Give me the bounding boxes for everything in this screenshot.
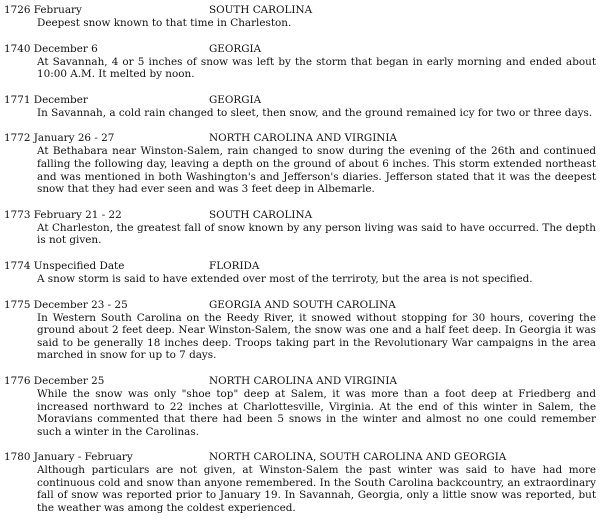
entry-description: Although particulars are not given, at Winston-Salem the past winter was said to have had more continuous cold and snow than anyone remembered. In the South Carolina backcountry, an extraordinary fall of snow was reported prior to January 19. In Savannah, Georgia, only a little snow was reported, but the weather was among the coldest experienced.: [37, 464, 596, 515]
entry-1740: [4, 43, 598, 81]
entry-description: At Charleston, the greatest fall of snow known by any person living was said to have occurred. The depth is not given.: [37, 221, 596, 247]
entry-heading: [4, 94, 598, 107]
entry-date: 1772 January 26 - 27: [4, 132, 115, 145]
entry-date: 1776 December 25: [4, 374, 105, 387]
entry-region: FLORIDA: [209, 259, 260, 272]
entry-region: SOUTH CAROLINA: [209, 208, 313, 221]
entry-description: While the snow was only "shoe top" deep at Salem, it was more than a foot deep at Friedberg and increased northward to 22 inches at Charlottesville, Virginia. At the end of this winter in Salem, the Moravians commented that there had been 5 snows in the winter and almost no one could remember such a winter in the Carolinas.: [37, 387, 596, 438]
entry-region: NORTH CAROLINA, SOUTH CAROLINA AND GEORGIA: [209, 451, 507, 464]
entry-date: 1771 December: [4, 93, 88, 106]
entry-date: 1773 February 21 - 22: [4, 208, 122, 221]
snowstorm-chronology-page: [4, 4, 598, 528]
entry-description: In Savannah, a cold rain changed to sleet, then snow, and the ground remained icy for two or three days.: [37, 106, 593, 119]
entry-description: At Bethabara near Winston-Salem, rain changed to snow during the evening of the 26th and continued falling the following day, leaving a depth on the ground of about 6 inches. This storm extended northeast and was mentioned in both Washington's and Jefferson's diaries. Jefferson stated that it was the deepest snow that they had ever seen and was 3 feet deep in Albemarle.: [37, 145, 596, 196]
entry-date: 1775 December 23 - 25: [4, 298, 128, 311]
entry-heading: [4, 375, 598, 388]
entry-heading: [4, 43, 598, 56]
entry-region: NORTH CAROLINA AND VIRGINIA: [209, 374, 398, 387]
entry-1772: [4, 132, 598, 195]
entry-date: 1740 December 6: [4, 42, 98, 55]
entry-1776: [4, 375, 598, 438]
entry-description: Deepest snow known to that time in Charleston.: [37, 17, 292, 29]
entry-1780: [4, 451, 598, 514]
entry-heading: [4, 209, 598, 222]
entry-1773: [4, 209, 598, 247]
entry-region: GEORGIA: [209, 42, 262, 55]
entry-description: In Western South Carolina on the Reedy River, it snowed without stopping for 30 hours, covering the ground about 2 feet deep. Near Winston-Salem, the snow was one and a half feet deep. In Georgia it was said to be generally 18 inches deep. Troops taking part in the Revolutionary War campaigns in the area marched in snow for up to 7 days.: [37, 311, 596, 362]
entry-region: GEORGIA AND SOUTH CAROLINA: [209, 298, 396, 311]
entry-date: 1774 Unspecified Date: [4, 259, 125, 272]
entry-date: 1780 January - February: [4, 451, 133, 464]
entry-heading: [4, 260, 598, 273]
entry-heading: [4, 299, 598, 312]
entry-description: At Savannah, 4 or 5 inches of snow was left by the storm that began in early morning and ended about 10:00 A.M. It melted by noon.: [37, 55, 596, 81]
entry-1771: [4, 94, 598, 120]
entry-1726: [4, 4, 598, 30]
entry-region: GEORGIA: [209, 93, 262, 106]
entry-description: A snow storm is said to have extended over most of the terriroty, but the area is not specified.: [37, 272, 533, 285]
entry-heading: [4, 4, 598, 17]
entry-date: 1726 February: [4, 4, 82, 16]
entry-1774: [4, 260, 598, 286]
entry-heading: [4, 451, 598, 464]
entry-heading: [4, 132, 598, 145]
entry-region: NORTH CAROLINA AND VIRGINIA: [209, 132, 398, 145]
entry-1775: [4, 299, 598, 362]
entry-region: SOUTH CAROLINA: [209, 4, 313, 16]
